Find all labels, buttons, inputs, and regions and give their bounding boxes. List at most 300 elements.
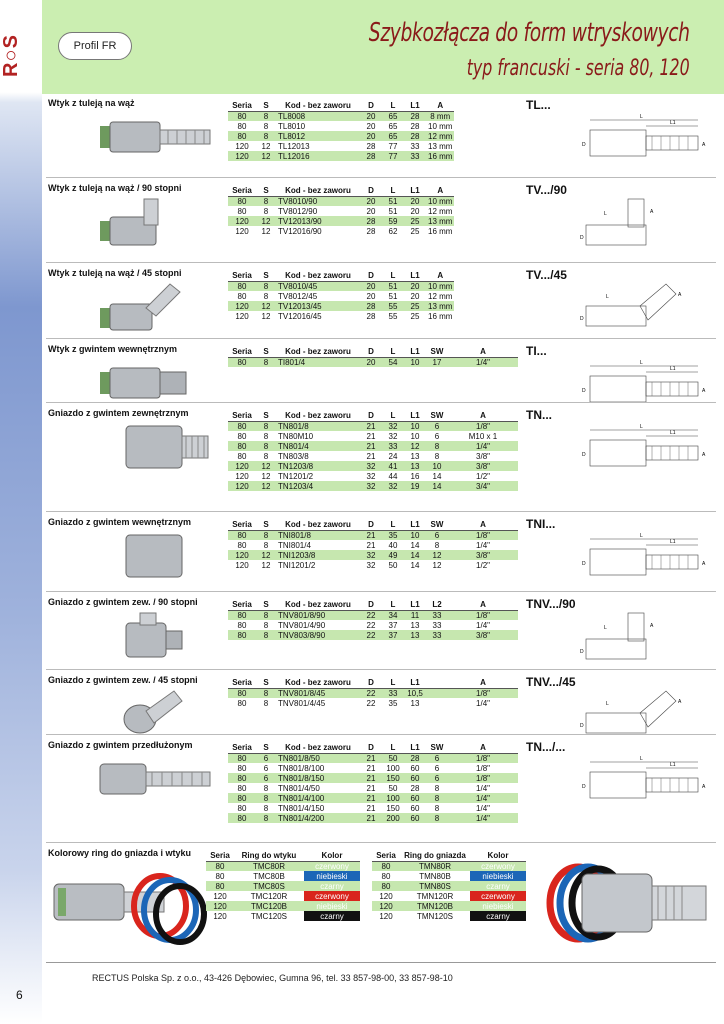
column-header: Seria bbox=[228, 410, 256, 421]
column-header: Kod - bez zaworu bbox=[276, 100, 360, 111]
color-swatch-cell: czerwony bbox=[470, 861, 526, 871]
technical-drawing-icon bbox=[576, 356, 712, 416]
table-cell: 6 bbox=[426, 530, 448, 540]
table-row bbox=[228, 131, 454, 141]
column-header: A bbox=[448, 519, 518, 530]
column-header: D bbox=[360, 410, 382, 421]
table-cell: 8 bbox=[256, 630, 276, 640]
table-cell: 35 bbox=[388, 698, 398, 708]
table-row bbox=[228, 281, 454, 291]
table-cell: 6 bbox=[434, 763, 440, 773]
table-cell: 14 bbox=[404, 550, 426, 560]
table-cell: 8 bbox=[256, 813, 276, 823]
table-cell: TV8012/45 bbox=[278, 291, 318, 301]
table-cell: 6 bbox=[426, 773, 448, 783]
footer-divider bbox=[46, 962, 716, 963]
table-cell: 120 bbox=[235, 471, 249, 481]
table-cell: 10 mm bbox=[428, 196, 453, 206]
section-divider bbox=[46, 842, 716, 843]
section-divider bbox=[46, 591, 716, 592]
table-cell: 8 bbox=[256, 610, 276, 620]
table-cell: 80 bbox=[228, 421, 256, 431]
table-cell: 80 bbox=[237, 763, 247, 773]
table-cell: 8 bbox=[256, 441, 276, 451]
svg-text:L1: L1 bbox=[670, 120, 676, 126]
table-cell: 22 bbox=[366, 620, 376, 630]
table-cell: 21 bbox=[360, 773, 382, 783]
technical-drawing-icon bbox=[576, 609, 712, 669]
table-cell: 77 bbox=[382, 151, 404, 161]
table-cell: 32 bbox=[382, 481, 404, 491]
color-swatch-cell: czarny bbox=[470, 881, 526, 891]
table-cell: 6 bbox=[263, 763, 269, 773]
column-header: L1 bbox=[404, 677, 426, 688]
table-cell: 10 bbox=[404, 357, 426, 367]
svg-text:L: L bbox=[640, 756, 643, 762]
column-header bbox=[426, 677, 448, 688]
column-header: D bbox=[360, 742, 382, 753]
table-cell: 80 bbox=[228, 630, 256, 640]
table-cell: TV8012/90 bbox=[278, 206, 318, 216]
product-section bbox=[46, 517, 716, 595]
table-cell: 21 bbox=[360, 441, 382, 451]
column-header: L bbox=[382, 100, 404, 111]
table-row bbox=[206, 891, 360, 901]
table-cell: 10 mm bbox=[428, 121, 453, 131]
table-cell: 33 bbox=[432, 620, 442, 630]
table-cell: TMC120B bbox=[234, 901, 304, 911]
table-cell: 6 bbox=[434, 431, 440, 441]
column-header: Kod - bez zaworu bbox=[276, 519, 360, 530]
table-cell: 54 bbox=[382, 357, 404, 367]
column-header: D bbox=[360, 519, 382, 530]
table-cell: 22 bbox=[366, 698, 376, 708]
table-cell: TV12016/90 bbox=[278, 226, 322, 236]
table-cell: TN803/8 bbox=[278, 451, 309, 461]
table-cell: 8 bbox=[263, 121, 269, 131]
table-cell: TMN80S bbox=[400, 881, 470, 891]
table-cell: 13 bbox=[404, 461, 426, 471]
column-header: Ring do gniazda bbox=[400, 850, 470, 861]
table-cell: 50 bbox=[388, 783, 398, 793]
section-divider bbox=[46, 177, 716, 178]
section-title: Gniazdo z gwintem przedłużonym bbox=[48, 740, 193, 750]
svg-text:A: A bbox=[702, 784, 706, 790]
table-cell: 60 bbox=[404, 813, 426, 823]
table-cell: 19 bbox=[404, 481, 426, 491]
table-cell: 80 bbox=[228, 131, 256, 141]
technical-drawing-icon bbox=[576, 280, 712, 340]
table-cell: 10,5 bbox=[404, 688, 426, 698]
table-cell: TN801/8/100 bbox=[278, 763, 325, 773]
section-divider bbox=[46, 511, 716, 512]
column-header: L1 bbox=[404, 599, 426, 610]
column-header: L1 bbox=[404, 270, 426, 281]
table-cell: TL12016 bbox=[276, 151, 360, 161]
table-cell: 65 bbox=[388, 121, 398, 131]
product-code-label: TN.../... bbox=[526, 740, 566, 754]
table-cell: 51 bbox=[388, 206, 398, 216]
table-cell: 21 bbox=[366, 431, 376, 441]
column-header: D bbox=[360, 185, 382, 196]
table-cell: 80 bbox=[206, 881, 234, 891]
table-cell: 33 bbox=[404, 151, 426, 161]
table-cell: 40 bbox=[388, 540, 398, 550]
table-cell: 65 bbox=[382, 111, 404, 121]
table-cell: 28 bbox=[366, 226, 376, 236]
color-swatch-cell: czarny bbox=[304, 881, 360, 891]
table-cell: 55 bbox=[388, 311, 398, 321]
column-header: SW bbox=[426, 519, 448, 530]
column-header: Kod - bez zaworu bbox=[276, 185, 360, 196]
table-cell: 20 bbox=[404, 281, 426, 291]
table-cell: 120 bbox=[235, 141, 249, 151]
table-cell: 80 bbox=[237, 121, 247, 131]
table-cell: TV12016/45 bbox=[278, 311, 322, 321]
table-cell: 3/8" bbox=[448, 461, 518, 471]
column-header: S bbox=[256, 599, 276, 610]
table-cell: 6 bbox=[256, 753, 276, 763]
table-cell: TNV801/4/45 bbox=[278, 698, 326, 708]
table-row bbox=[228, 753, 518, 763]
table-cell: 12 mm bbox=[428, 291, 453, 301]
column-header: S bbox=[256, 677, 276, 688]
svg-text:L: L bbox=[640, 533, 643, 539]
column-header: S bbox=[256, 410, 276, 421]
table-cell: 120 bbox=[228, 301, 256, 311]
column-header: Seria bbox=[228, 742, 256, 753]
section-divider bbox=[46, 734, 716, 735]
svg-text:A: A bbox=[702, 388, 706, 394]
technical-drawing-icon bbox=[576, 752, 712, 812]
table-cell: TMC80B bbox=[253, 871, 285, 881]
column-header: Seria bbox=[228, 100, 256, 111]
technical-drawing-icon bbox=[576, 110, 712, 170]
table-cell: 12 bbox=[426, 550, 448, 560]
table-cell: 8 mm bbox=[426, 111, 454, 121]
column-header: Seria bbox=[228, 677, 256, 688]
product-code-label: TN... bbox=[526, 408, 552, 422]
table-cell: 51 bbox=[388, 291, 398, 301]
column-header: Seria bbox=[228, 519, 256, 530]
ring-section-title: Kolorowy ring do gniazda i wtyku bbox=[48, 848, 192, 858]
page-title: Szybkozłącza do form wtryskowych bbox=[369, 18, 690, 48]
table-cell: 80 bbox=[237, 620, 247, 630]
table-row bbox=[228, 783, 518, 793]
section-title: Wtyk z gwintem wewnętrznym bbox=[48, 344, 178, 354]
table-cell: 80 bbox=[237, 540, 247, 550]
technical-drawing-icon bbox=[576, 687, 712, 747]
column-header: A bbox=[448, 410, 518, 421]
table-cell: 55 bbox=[382, 301, 404, 311]
table-cell: 8 bbox=[263, 291, 269, 301]
section-divider bbox=[46, 262, 716, 263]
table-cell: 21 bbox=[360, 530, 382, 540]
svg-text:A: A bbox=[678, 699, 682, 705]
section-divider bbox=[46, 338, 716, 339]
ring-section bbox=[46, 848, 716, 958]
column-header: Kod - bez zaworu bbox=[276, 410, 360, 421]
table-cell: 50 bbox=[388, 560, 398, 570]
table-cell: 32 bbox=[360, 461, 382, 471]
table-row bbox=[228, 431, 518, 441]
table-cell: 28 bbox=[366, 141, 376, 151]
table-cell: 1/4" bbox=[476, 620, 490, 630]
product-photo-icon bbox=[96, 282, 186, 322]
color-swatch-cell: niebieski bbox=[470, 871, 526, 881]
table-row bbox=[228, 540, 518, 550]
table-cell: 8 bbox=[256, 111, 276, 121]
table-cell: 12 mm bbox=[428, 206, 453, 216]
table-row bbox=[228, 311, 454, 321]
table-cell: 37 bbox=[388, 620, 398, 630]
product-code-label: TNV.../45 bbox=[526, 675, 576, 689]
table-cell: 8 bbox=[263, 451, 269, 461]
table-cell: 22 bbox=[360, 610, 382, 620]
table-row bbox=[228, 698, 518, 708]
product-section bbox=[46, 597, 716, 675]
table-row bbox=[228, 550, 518, 560]
brand-logo: R○S bbox=[0, 34, 22, 77]
svg-text:D: D bbox=[582, 784, 586, 790]
table-cell: 8 bbox=[256, 196, 276, 206]
svg-text:L: L bbox=[640, 114, 643, 120]
column-header: L bbox=[382, 677, 404, 688]
table-row bbox=[228, 141, 454, 151]
table-cell: TMC120R bbox=[250, 891, 288, 901]
table-cell: 65 bbox=[382, 131, 404, 141]
table-cell: 11 bbox=[404, 610, 426, 620]
table-cell: 120 bbox=[235, 311, 249, 321]
section-title: Gniazdo z gwintem zew. / 45 stopni bbox=[48, 675, 198, 685]
table-cell: 8 bbox=[263, 698, 269, 708]
table-cell: 28 bbox=[360, 216, 382, 226]
product-code-label: TNI... bbox=[526, 517, 556, 531]
product-photo-icon bbox=[96, 689, 186, 729]
table-cell: 8 bbox=[256, 421, 276, 431]
svg-text:L: L bbox=[604, 625, 607, 631]
column-header: S bbox=[256, 346, 276, 357]
table-cell: 13 bbox=[410, 698, 420, 708]
technical-drawing-icon bbox=[576, 529, 712, 589]
column-header: SW bbox=[426, 742, 448, 753]
table-cell: 13 mm bbox=[428, 216, 453, 226]
table-cell: TN801/8 bbox=[276, 421, 360, 431]
table-cell: 8 bbox=[434, 803, 440, 813]
color-swatch-cell: czarny bbox=[304, 911, 360, 921]
ring-photo-icon bbox=[50, 862, 210, 946]
page-subtitle: typ francuski - seria 80, 120 bbox=[467, 56, 690, 81]
table-cell: TNV801/8/45 bbox=[276, 688, 360, 698]
table-cell: 28 bbox=[360, 301, 382, 311]
table-cell: TN801/4/50 bbox=[278, 783, 320, 793]
column-header: Kod - bez zaworu bbox=[276, 677, 360, 688]
table-row bbox=[372, 881, 526, 891]
table-cell: 3/4" bbox=[448, 481, 518, 491]
table-cell: 32 bbox=[360, 481, 382, 491]
table-cell: TL8008 bbox=[276, 111, 360, 121]
table-cell: 49 bbox=[382, 550, 404, 560]
column-header: S bbox=[256, 270, 276, 281]
table-cell bbox=[426, 698, 448, 708]
table-cell: 1/4" bbox=[476, 803, 490, 813]
table-row bbox=[228, 461, 518, 471]
table-cell: 21 bbox=[366, 803, 376, 813]
table-cell: 28 bbox=[366, 311, 376, 321]
table-cell: 1/8" bbox=[448, 753, 518, 763]
table-cell: 32 bbox=[360, 550, 382, 560]
table-row bbox=[206, 911, 360, 921]
table-cell: M10 x 1 bbox=[468, 431, 498, 441]
table-cell: 20 bbox=[360, 111, 382, 121]
color-swatch-cell: niebieski bbox=[470, 901, 526, 911]
table-cell: 120 bbox=[379, 911, 393, 921]
table-cell: 14 bbox=[432, 471, 442, 481]
spec-table bbox=[228, 100, 454, 161]
table-cell: TL8012 bbox=[276, 131, 360, 141]
technical-drawing-icon bbox=[576, 420, 712, 480]
table-cell: 14 bbox=[410, 560, 420, 570]
spec-table bbox=[228, 742, 518, 823]
table-cell: 80 bbox=[237, 431, 247, 441]
section-title: Gniazdo z gwintem zewnętrznym bbox=[48, 408, 189, 418]
column-header: A bbox=[426, 185, 454, 196]
svg-text:A: A bbox=[650, 209, 654, 215]
table-cell: 10 bbox=[404, 421, 426, 431]
table-cell: 20 bbox=[360, 196, 382, 206]
svg-text:L: L bbox=[640, 424, 643, 430]
product-photo-icon bbox=[96, 358, 186, 398]
table-row bbox=[228, 803, 518, 813]
table-cell: 10 bbox=[404, 530, 426, 540]
column-header: L1 bbox=[404, 742, 426, 753]
table-cell: 12 bbox=[256, 550, 276, 560]
spec-table bbox=[228, 410, 518, 491]
table-cell: 8 bbox=[434, 783, 440, 793]
column-header: Kolor bbox=[304, 850, 360, 861]
table-cell: 3/8" bbox=[448, 630, 518, 640]
table-cell: 14 bbox=[410, 540, 420, 550]
table-cell: 60 bbox=[410, 763, 420, 773]
table-cell: TN801/4/100 bbox=[276, 793, 360, 803]
table-cell: 8 bbox=[426, 793, 448, 803]
table-cell: 35 bbox=[382, 530, 404, 540]
table-cell: 21 bbox=[360, 753, 382, 763]
column-header: Kod - bez zaworu bbox=[276, 270, 360, 281]
table-cell: 41 bbox=[382, 461, 404, 471]
column-header: L bbox=[382, 185, 404, 196]
column-header: D bbox=[360, 346, 382, 357]
ring-socket-table bbox=[372, 850, 526, 921]
table-cell: 120 bbox=[379, 891, 393, 901]
table-cell: 80 bbox=[228, 773, 256, 783]
svg-text:L1: L1 bbox=[670, 430, 676, 436]
table-cell: 120 bbox=[206, 901, 234, 911]
column-header: D bbox=[360, 677, 382, 688]
table-cell: 33 bbox=[426, 630, 448, 640]
table-cell: 24 bbox=[388, 451, 398, 461]
column-header: D bbox=[360, 599, 382, 610]
table-cell: 25 bbox=[410, 311, 420, 321]
svg-text:D: D bbox=[580, 649, 584, 655]
table-cell: 20 bbox=[366, 206, 376, 216]
table-cell: TN801/8/50 bbox=[276, 753, 360, 763]
column-header: A bbox=[448, 742, 518, 753]
product-code-label: TNV.../90 bbox=[526, 597, 576, 611]
table-cell: 6 bbox=[426, 753, 448, 763]
table-cell: 28 bbox=[410, 121, 420, 131]
column-header: Kod - bez zaworu bbox=[276, 346, 360, 357]
profile-badge: Profil FR bbox=[58, 32, 132, 60]
table-row bbox=[228, 688, 518, 698]
table-cell: TL8010 bbox=[278, 121, 306, 131]
table-row bbox=[228, 481, 518, 491]
table-cell: 80 bbox=[215, 871, 225, 881]
table-cell: 12 bbox=[256, 481, 276, 491]
table-cell: 12 mm bbox=[428, 131, 453, 141]
svg-text:L1: L1 bbox=[670, 762, 676, 768]
table-cell: 3/8" bbox=[476, 451, 490, 461]
table-cell: 80 bbox=[228, 111, 256, 121]
table-cell: 60 bbox=[404, 793, 426, 803]
column-header: A bbox=[426, 100, 454, 111]
table-cell: 8 bbox=[263, 431, 269, 441]
table-cell: 8 bbox=[434, 451, 440, 461]
table-cell: 80 bbox=[228, 813, 256, 823]
table-cell: 21 bbox=[366, 763, 376, 773]
svg-text:L1: L1 bbox=[670, 539, 676, 545]
table-row bbox=[206, 861, 360, 871]
table-cell: 80 bbox=[228, 753, 256, 763]
table-cell: 12 bbox=[261, 141, 271, 151]
table-cell: 32 bbox=[382, 421, 404, 431]
section-divider bbox=[46, 669, 716, 670]
column-header: Kod - bez zaworu bbox=[276, 599, 360, 610]
table-cell: 80 bbox=[237, 291, 247, 301]
product-photo-icon bbox=[96, 197, 186, 237]
column-header: SW bbox=[426, 410, 448, 421]
column-header: SW bbox=[426, 346, 448, 357]
spec-table bbox=[228, 185, 454, 236]
table-cell: 80 bbox=[237, 783, 247, 793]
table-cell: 13 bbox=[410, 451, 420, 461]
column-header: L2 bbox=[426, 599, 448, 610]
table-cell: 12 bbox=[404, 441, 426, 451]
table-cell: TNI1203/8 bbox=[276, 550, 360, 560]
column-header: Kolor bbox=[470, 850, 526, 861]
table-row bbox=[228, 773, 518, 783]
table-cell: 28 bbox=[404, 111, 426, 121]
table-row bbox=[228, 357, 518, 367]
table-cell: 33 bbox=[382, 441, 404, 451]
table-row bbox=[228, 530, 518, 540]
table-row bbox=[206, 901, 360, 911]
technical-drawing-icon bbox=[576, 195, 712, 255]
color-swatch-cell: czarny bbox=[470, 911, 526, 921]
table-cell: 8 bbox=[426, 813, 448, 823]
table-row bbox=[228, 196, 454, 206]
svg-text:A: A bbox=[702, 142, 706, 148]
table-cell: 77 bbox=[388, 141, 398, 151]
table-cell: 16 bbox=[410, 471, 420, 481]
table-cell: 44 bbox=[388, 471, 398, 481]
product-photo-icon bbox=[96, 754, 186, 794]
table-cell: TV8010/45 bbox=[276, 281, 360, 291]
table-cell: 120 bbox=[213, 911, 227, 921]
table-row bbox=[228, 226, 454, 236]
table-row bbox=[372, 871, 526, 881]
table-cell: 120 bbox=[228, 550, 256, 560]
